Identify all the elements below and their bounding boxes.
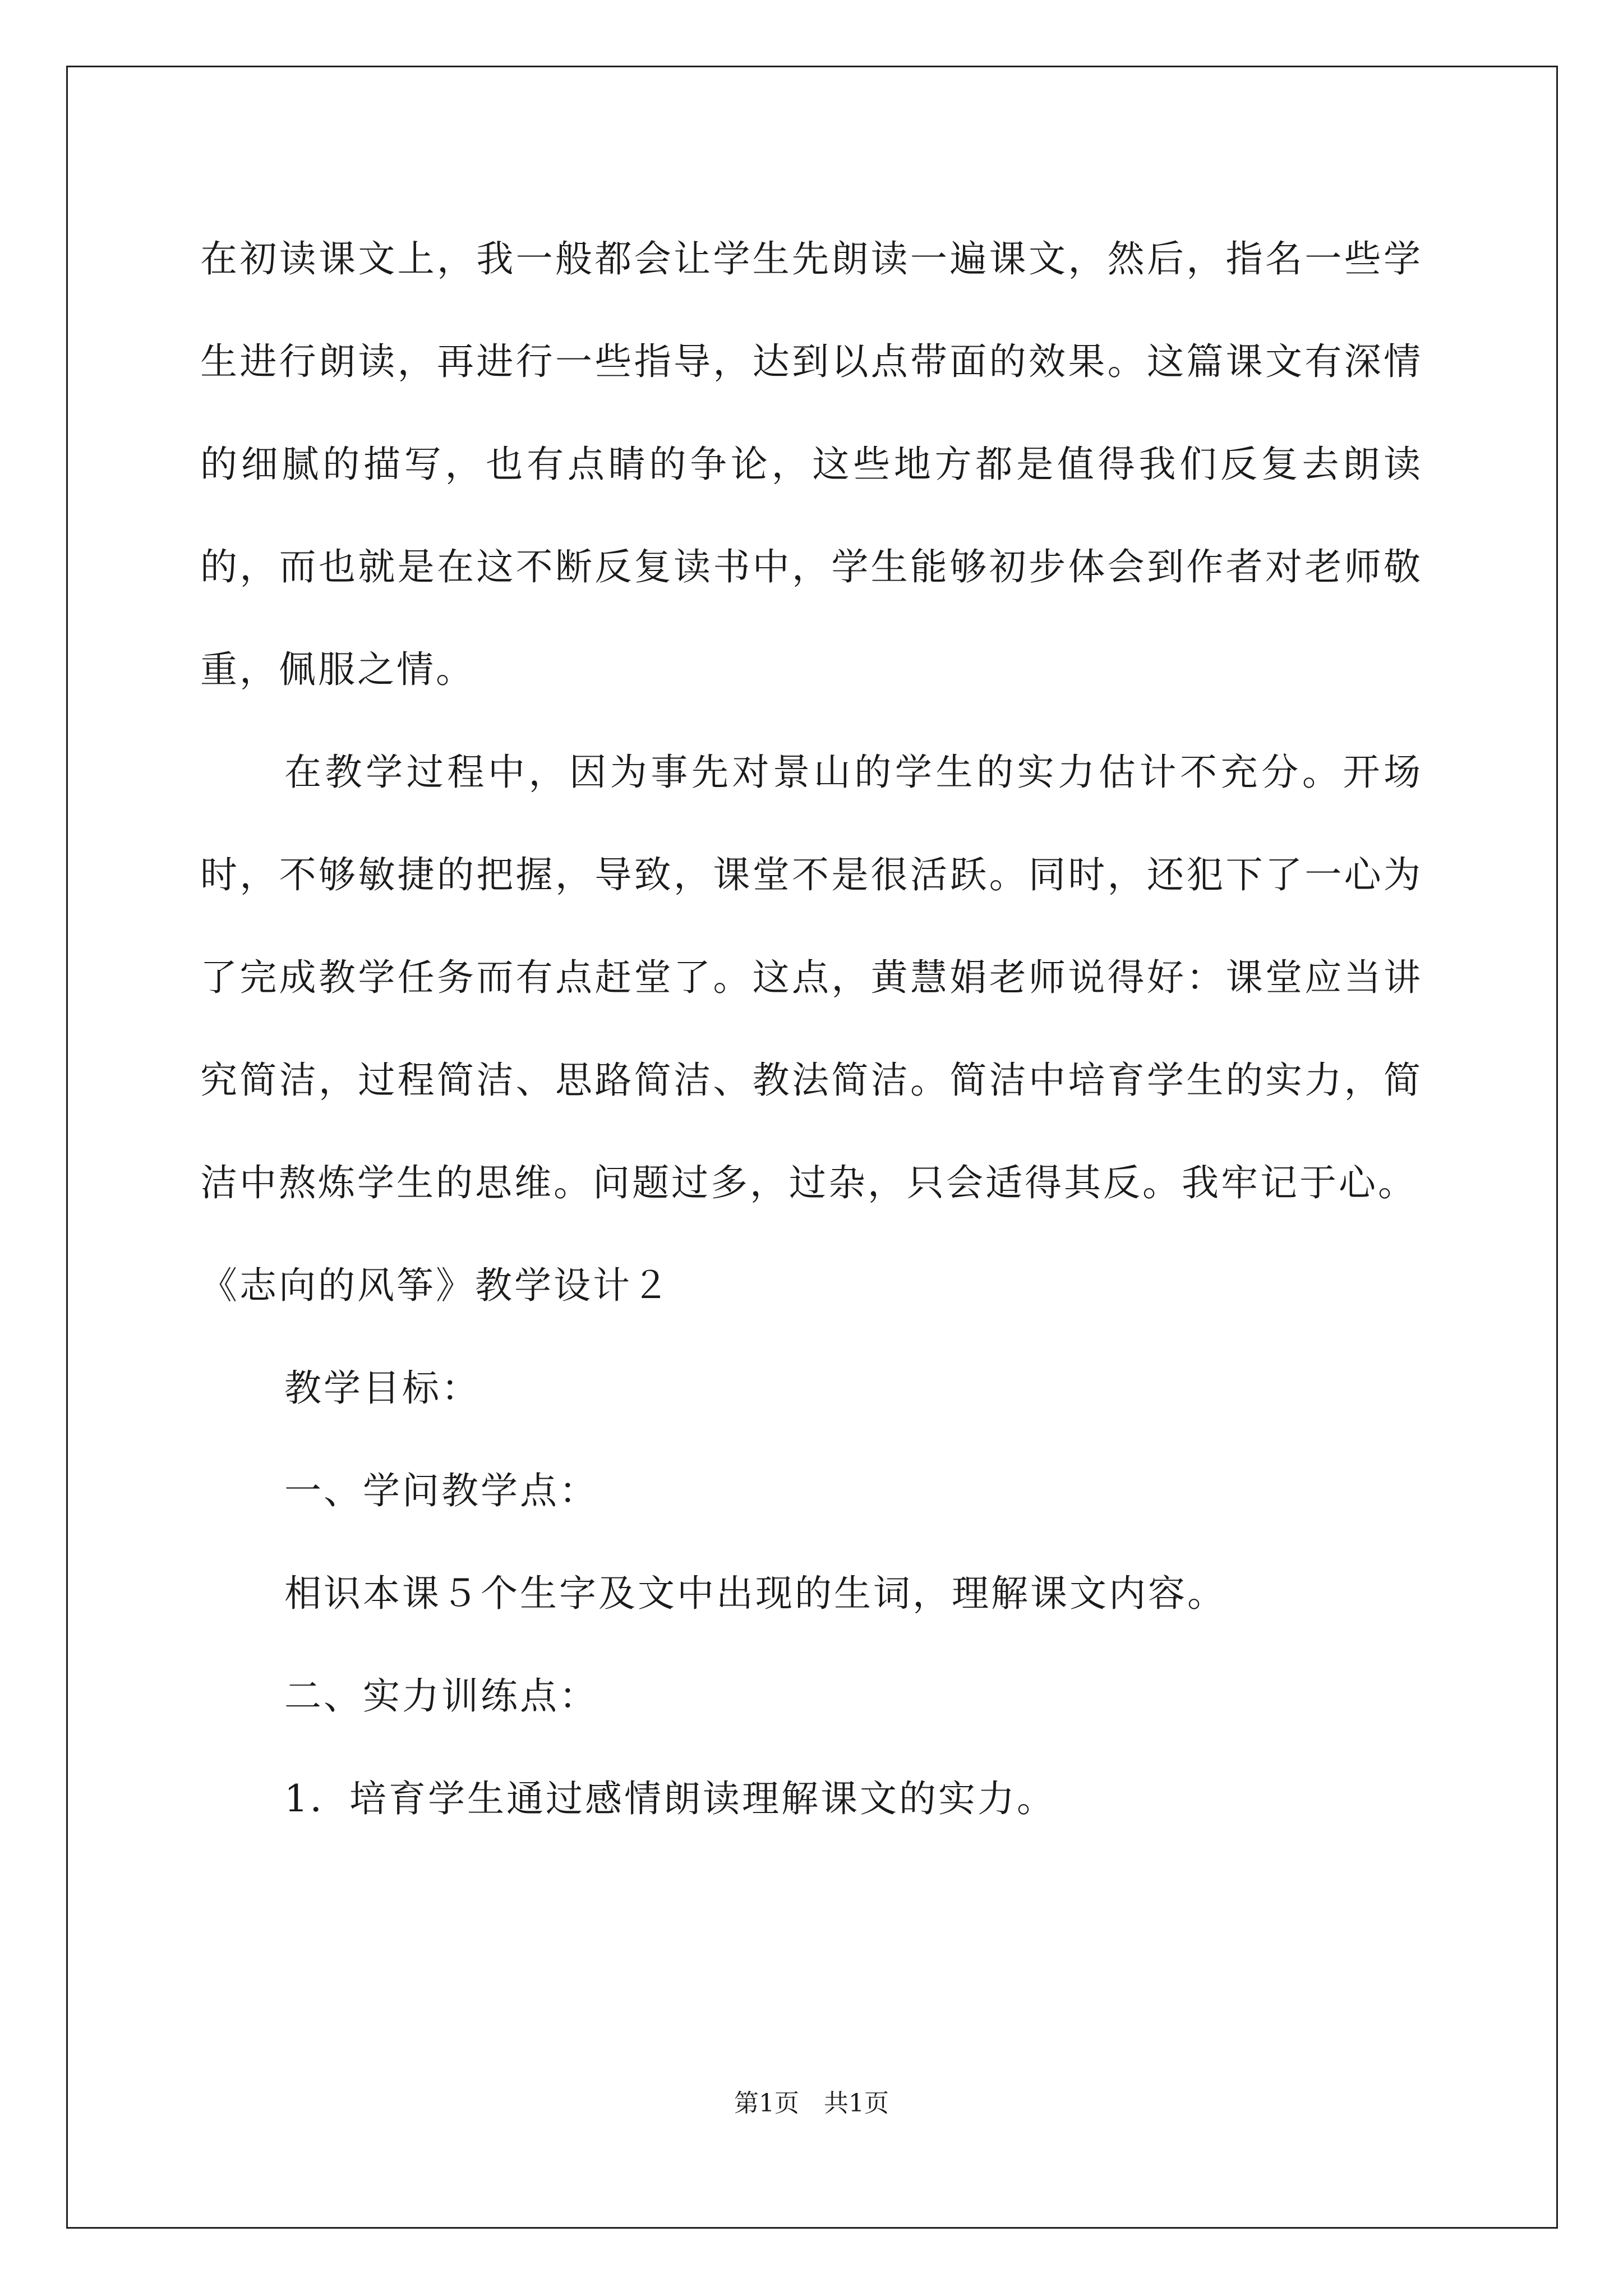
paragraph-teaching-reflection: 在教学过程中，因为事先对景山的学生的实力估计不充分。开场时，不够敏捷的把握，导致，课堂不是很活跃。同时，还犯下了一心为了完成教学任务而有点赶堂了。这点，黄慧娟老师说得好：课堂应当讲究简洁，过程简洁、思路简洁、教法简洁。简洁中培育学生的实力，简洁中熬炼学生的思维。问题过多，过杂，只会适得其反。我牢记于心。 (200, 751, 1423, 1204)
knowledge-heading: 一、学问教学点： (284, 1469, 598, 1512)
knowledge-item: 相识本课５个生字及文中出现的生词，理解课文内容。 (284, 1572, 1227, 1615)
section-title: 《志向的风筝》教学设计２ (200, 1264, 671, 1307)
document-body (200, 208, 1423, 1850)
page-footer: 第1页 共1页 (734, 2089, 889, 2118)
objectives-heading: 教学目标： (284, 1366, 481, 1410)
skills-item-1: 1．培育学生通过感情朗读理解课文的实力。 (284, 1777, 1056, 1820)
paragraph-reading-method: 在初读课文上，我一般都会让学生先朗读一遍课文，然后，指名一些学生进行朗读，再进行一些指导，达到以点带面的效果。这篇课文有深情的细腻的描写，也有点睛的争论，这些地方都是值得我们反复去朗读的，而也就是在这不断反复读书中，学生能够初步体会到作者对老师敬重，佩服之情。 (200, 237, 1423, 691)
skills-heading: 二、实力训练点： (284, 1674, 598, 1718)
